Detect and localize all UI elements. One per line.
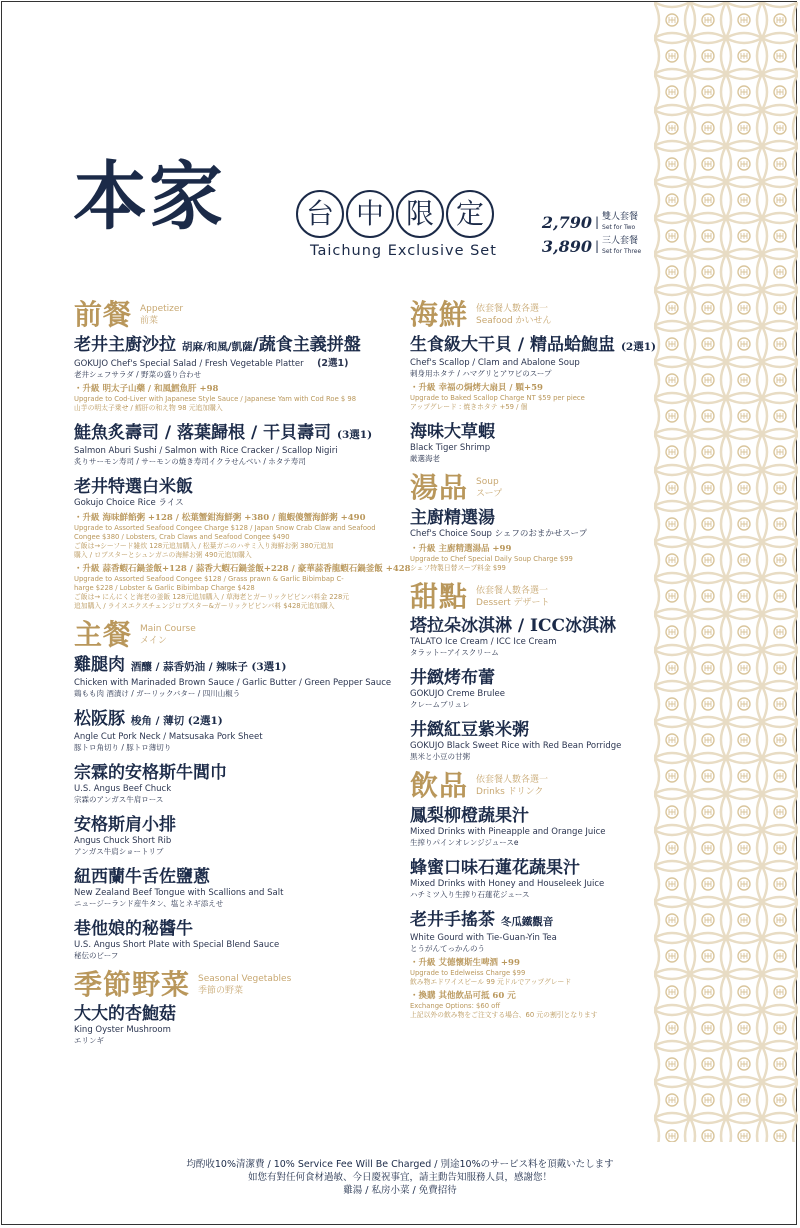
decorative-pattern: [654, 2, 798, 1142]
item-jp: 厳選海老: [410, 453, 440, 463]
section-seasonal-vegetables: [74, 967, 394, 1001]
section-sub-jp: Dessert デザート: [476, 597, 550, 608]
item-en-jp: ライス: [158, 497, 184, 508]
item-name: 紐西蘭牛舌佐鹽蔥: [74, 866, 210, 887]
item-jp: クレームブリュレ: [410, 700, 470, 710]
item-jp: ニュージーランド産牛タン、塩とネギ添えせ: [74, 898, 224, 908]
item-name: 海味大草蝦: [410, 421, 495, 442]
item-jp: タラットーアイスクリーム: [410, 648, 499, 658]
menu-item: [410, 667, 645, 710]
item-name: 巷他娘的秘醬牛: [74, 918, 193, 939]
item-jp: 秘伝のビーフ: [74, 950, 119, 960]
item-en: Mixed Drinks with Honey and Houseleek Juice: [410, 879, 605, 890]
upgrade-jp: アップグレード : 焼きホタテ +59 / 個: [410, 402, 528, 411]
item-name: 雞腿肉: [74, 654, 125, 675]
item-name: 井緻烤布蕾: [410, 668, 495, 689]
section-sub-en: 依套餐人數各選一: [476, 775, 549, 786]
item-options: 胡麻/和風/凱薩: [181, 340, 253, 353]
menu-item: [74, 918, 394, 961]
left-column: [74, 298, 411, 1055]
item-en: TALATO Ice Cream / ICC Ice Cream: [410, 637, 557, 648]
item-en: New Zealand Beef Tongue with Scallions and Salt: [74, 887, 284, 898]
item-en: Black Tiger Shrimp: [410, 442, 491, 453]
upgrade-title: ・升級 海味鮮餡粥 +128 / 松葉蟹鉗海鮮粥 +380 / 龍蝦傻蟹海鮮粥 +490: [74, 512, 366, 523]
item-en: Chef's Scallop / Clam and Abalone Soup: [410, 357, 580, 368]
upgrade-option: [74, 512, 394, 560]
item-name: 鮭魚炙壽司 / 落葉歸根 / 干貝壽司: [74, 422, 332, 443]
item-en: U.S. Angus Short Plate with Special Blend Sauce: [74, 939, 280, 950]
item-en: Mixed Drinks with Pineapple and Orange Juice: [410, 827, 606, 838]
item-name: 井緻紅豆紫米粥: [410, 720, 529, 741]
price: 2,790: [541, 212, 592, 232]
item-jp: アンガス牛肩ショートリブ: [74, 846, 164, 856]
section-title: 海鮮: [410, 298, 469, 331]
upgrade-title: ・升級 幸福の焗烤大扇貝 / 顆+59: [410, 382, 543, 393]
price-row-two: 2,790 | 雙人套餐 Set for Two: [541, 211, 639, 232]
menu-item: [74, 334, 394, 413]
upgrade-option: [410, 543, 645, 573]
upgrade-title: ・升級 明太子山藥 / 和風鱈魚肝 +98: [74, 383, 219, 394]
item-name: 老井主廚沙拉: [74, 334, 176, 355]
badge-char: 限: [396, 190, 444, 238]
upgrade-en: Upgrade to Edelweiss Charge $99: [410, 969, 526, 978]
section-sub-en: 依套餐人數各選一: [476, 304, 549, 314]
exchange-option: [410, 990, 645, 1020]
item-name-2: /蔬食主義拼盤: [252, 334, 361, 355]
section-drinks: [410, 771, 645, 802]
section-main-course: [74, 617, 394, 651]
item-choice: (3選1): [337, 428, 373, 441]
item-en: Salmon Aburi Sushi / Salmon with Rice Cracker / Scallop Nigiri: [74, 445, 338, 456]
set-prices: [540, 210, 650, 258]
service-fee-note: 均酌收10%清潔費 / 10% Service Fee Will Be Charged / 別途10%のサービス料を頂戴いたします: [186, 1159, 614, 1170]
item-jp: 宗霖のアンガス牛肩ロース: [74, 794, 164, 804]
item-name: 蜂蜜口味石蓮花蔬果汁: [410, 858, 580, 879]
item-jp: 豚トロ角切り / 豚トロ薄切り: [74, 742, 172, 752]
item-en-jp: シェフのおまかせスープ: [494, 528, 588, 539]
item-jp: 鶏もも肉 酒漬け / ガーリックバター / 四川山椒う: [74, 688, 241, 698]
section-sub-en: 依套餐人數各選一: [476, 585, 549, 596]
menu-item: [74, 814, 394, 857]
item-en: Chef's Choice Soup: [410, 528, 492, 539]
section-title: 季節野菜: [74, 967, 191, 1001]
upgrade-en: Upgrade to Assorted Seafood Congee $128 / Grass prawn & Garlic Bibimbap C-: [74, 574, 344, 583]
menu-item: [74, 1003, 394, 1046]
item-en: U.S. Angus Beef Chuck: [74, 783, 172, 794]
upgrade-option: [410, 382, 645, 412]
menu-item: [74, 476, 411, 611]
upgrade-en: Upgrade to Baked Scallop Charge NT $59 per piece: [410, 393, 585, 402]
section-sub-jp: Seafood かいせん: [476, 316, 552, 326]
allergy-note: 如您有對任何食材過敏、今日慶祝事宜，請主動告知服務人員，感謝您！: [247, 1172, 552, 1183]
section-seafood: [410, 300, 645, 331]
upgrade-option: [410, 957, 645, 987]
menu-item: [410, 805, 645, 848]
upgrade-jp: ご飯は→シーフード雑炊 128元追加購入 / 松葉ガニのハサミ入り海鮮お粥 380元追加: [74, 541, 334, 550]
section-title: 湯品: [410, 470, 469, 504]
badge-char: 定: [446, 190, 494, 238]
badge-char: 台: [296, 190, 344, 238]
item-jp: エリンギ: [74, 1036, 104, 1046]
upgrade-title: ・升級 艾德懷斯生啤酒 +99: [410, 958, 520, 969]
menu-item: [74, 422, 394, 467]
right-column: [410, 298, 657, 1029]
taichung-limited-badge: [296, 190, 494, 238]
section-title: 甜點: [410, 579, 469, 613]
section-dessert: [410, 579, 645, 613]
item-en: White Gourd with Tie-Guan-Yin Tea: [410, 933, 557, 944]
menu-item: [74, 654, 394, 699]
item-en: Angle Cut Pork Neck / Matsusaka Pork Sheet: [74, 731, 263, 742]
price-row-three: 3,890 | 三人套餐 Set for Three: [541, 235, 642, 256]
item-jp: 炙りサーモン寿司 / サーモンの焼き寿司イクラせんべい / ホタテ寿司: [74, 456, 306, 466]
badge-char: 中: [346, 190, 394, 238]
upgrade-option: [74, 383, 394, 413]
item-en: King Oyster Mushroom: [74, 1025, 171, 1036]
section-sub-jp: スープ: [476, 488, 503, 499]
price: 3,890: [541, 236, 592, 256]
item-en: Angus Chuck Short Rib: [74, 835, 172, 846]
item-name: 鳳梨柳橙蔬果汁: [410, 806, 529, 827]
upgrade-en: Upgrade to Chef Special Daily Soup Charge $99: [410, 554, 573, 563]
menu-item: [410, 857, 645, 900]
upgrade-en: Upgrade to Cod-Liver with Japanese Style Sauce / Japanese Yam with Cod Roe $ 98: [74, 394, 357, 403]
menu-item: [410, 719, 645, 762]
upgrade-en: Congee $380 / Lobsters, Crab Claws and Seafood Congee $490: [74, 532, 290, 541]
item-choice: (2選1): [620, 340, 657, 353]
item-en: Gokujo Choice Rice: [74, 497, 156, 508]
item-jp: とうがんてっかんのう: [410, 944, 485, 954]
section-title: 前餐: [74, 298, 133, 331]
item-options: 梭角 / 薄切 (2選1): [130, 714, 223, 727]
section-sub-jp: Drinks ドリンク: [476, 787, 544, 798]
upgrade-jp: 飲み物エドワイスビール 99 元ドルでアップグレード: [410, 978, 572, 987]
item-en: GOKUJO Black Sweet Rice with Red Bean Porridge: [410, 741, 622, 752]
menu-item: [74, 866, 394, 909]
item-jp: 黒米と小豆の甘粥: [410, 752, 470, 762]
item-jp: 刺身用ホタテ / ハマグリとアワビのスープ: [410, 368, 552, 378]
item-name: 塔拉朵冰淇淋 / ICC冰淇淋: [410, 616, 617, 637]
section-sub-jp: 前菜: [140, 316, 159, 326]
menu-item: [410, 421, 645, 464]
section-sub-jp: メイン: [140, 635, 167, 646]
upgrade-jp: 山芋の明太子乗せ / 鱈肝の和え物 98 元追加購入: [74, 403, 223, 412]
section-sub-jp: 季節の野菜: [198, 985, 244, 996]
section-appetizer: [74, 300, 394, 331]
item-name: 松阪豚: [74, 708, 125, 729]
item-name: 安格斯肩小排: [74, 814, 176, 835]
price-label-en: Set for Two: [602, 223, 636, 231]
exclusive-set-subtitle: Taichung Exclusive Set: [310, 243, 497, 259]
upgrade-title: ・升級 蒜香蝦石鍋釜飯+128 / 蒜香大蝦石鍋釜飯+228 / 豪華蒜香龍蝦石鍋釜飯 +428: [74, 563, 411, 574]
item-options: 冬瓜鐵觀音: [500, 916, 554, 929]
upgrade-en: Upgrade to Assorted Seafood Congee Charge $128 / Japan Snow Crab Claw and Seafood: [74, 523, 376, 532]
item-name: 宗霖的安格斯牛閭巾: [74, 762, 227, 783]
upgrade-jp: 購入 / ロブスターとシュンガニの海鮮お粥 490元追加購入: [74, 550, 252, 559]
item-en: GOKUJO Creme Brulee: [410, 689, 505, 700]
section-sub-en: Seasonal Vegetables: [198, 973, 292, 984]
item-en: GOKUJO Chef's Special Salad / Fresh Vegetable Platter: [74, 358, 304, 369]
upgrade-jp: ご飯は→ にんにくと海老の釜飯 128元追加購入 / 草海老とガーリックビビンバ料金 228元: [74, 592, 350, 601]
upgrade-jp: 追加購入 / ライスエクスチェンジロブスター&ガーリックビビンバ料 $428元追加購入: [74, 601, 335, 610]
menu-item: [410, 334, 657, 412]
menu-item: [410, 909, 645, 1020]
item-options: 酒釀 / 蒜香奶油 / 辣味子 (3選1): [130, 660, 287, 673]
upgrade-title: ・升級 主廚精選湯品 +99: [410, 543, 512, 554]
menu-item: [410, 615, 645, 658]
section-title: 飲品: [410, 769, 469, 803]
footer-notes: [100, 1158, 700, 1197]
section-soup: [410, 470, 645, 504]
item-name: 生食級大干貝 / 精品蛤鮑盅: [410, 334, 616, 355]
item-name: 老井特選白米飯: [74, 476, 193, 497]
restaurant-title: 本家: [73, 154, 225, 240]
item-en: Chicken with Marinaded Brown Sauce / Garlic Butter / Green Pepper Sauce: [74, 677, 392, 688]
upgrade-en: harge $228 / Lobster & Garlic Bibimbap Charge $428: [74, 583, 255, 592]
item-choice: (2選1): [317, 357, 349, 369]
price-label: 三人套餐: [602, 235, 639, 246]
menu-item: [74, 708, 394, 753]
complimentary-note: 雞湯 / 私房小菜 / 免費招待: [343, 1185, 457, 1196]
section-sub-en: Main Course: [140, 623, 196, 634]
item-jp: 生搾りパインオレンジジュースe: [410, 838, 519, 848]
section-title: 主餐: [74, 617, 133, 651]
item-jp: ハチミツ入り生搾り石蓮花ジュース: [410, 890, 530, 900]
section-sub-en: Soup: [476, 476, 499, 487]
section-sub-en: Appetizer: [140, 304, 184, 314]
upgrade-option: [74, 563, 411, 611]
upgrade-jp: シェフ特製日替スープ料金 $99: [410, 563, 506, 572]
item-jp: 老井シェフサラダ / 野菜の盛り合わせ: [74, 369, 202, 379]
upgrade-title: ・換購 其他飲品可抵 60 元: [410, 991, 516, 1002]
price-label: 雙人套餐: [602, 211, 639, 222]
price-label-en: Set for Three: [602, 247, 642, 255]
menu-item: [74, 762, 394, 805]
upgrade-en: Exchange Options: $60 off: [410, 1002, 501, 1011]
item-name: 大大的杏鮑菇: [74, 1004, 176, 1025]
item-name: 主廚精選湯: [410, 507, 495, 528]
item-name: 老井手搖茶: [410, 910, 495, 931]
menu-item: [410, 507, 645, 573]
upgrade-jp: 上記以外の飲み物をご注文する場合、60 元の割引となります: [410, 1011, 598, 1020]
